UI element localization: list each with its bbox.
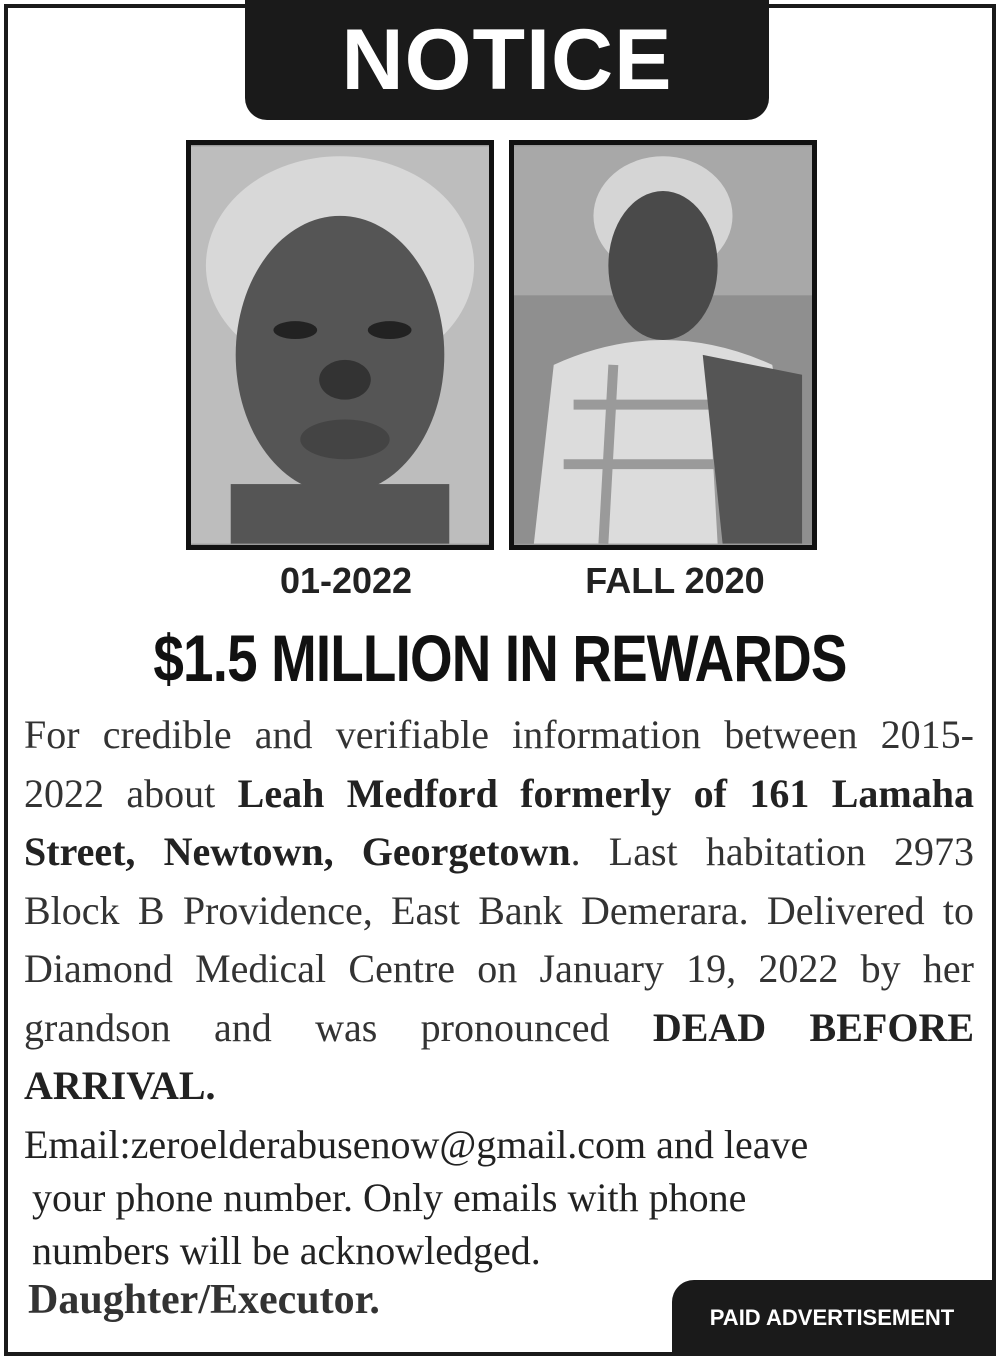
contact-line-2: your phone number. Only emails with phone: [32, 1175, 747, 1220]
photo-caption-01-2022: 01-2022: [279, 560, 413, 601]
photo-01-2022: [186, 140, 494, 550]
notice-title: NOTICE: [341, 11, 673, 108]
portrait-image: [191, 145, 489, 545]
body-middle: . Last habitation 2973 Block B Providence, East Bank Demerara. Delivered to Diamond Medical Centre on January 19, 2022 by her grandson and was pronounced: [24, 829, 974, 1050]
contact-line-3: numbers will be acknowledged.: [32, 1228, 541, 1273]
paid-advertisement-tag: [672, 1280, 992, 1356]
body-status: DEAD BEFORE ARRIVAL.: [24, 1004, 975, 1108]
notice-body: [24, 706, 974, 1116]
signature: Daughter/Executor.: [28, 1277, 380, 1323]
body-name: Leah Medford formerly of 161 Lamaha Street, Newtown, Georgetown: [24, 770, 974, 874]
contact-line-1: Email:zeroelderabusenow@gmail.com and leave: [24, 1122, 809, 1167]
reward-headline: $1.5 MILLION IN REWARDS: [153, 621, 847, 695]
contact-block: [24, 1118, 984, 1277]
photo-caption-fall-2020: FALL 2020: [585, 560, 765, 601]
photo-fall-2020: [509, 140, 817, 550]
body-intro: For credible and verifiable information between 2015-2022 about: [24, 712, 974, 816]
notice-title-banner: [245, 0, 769, 120]
paid-advertisement-label: PAID ADVERTISEMENT: [709, 1305, 955, 1330]
person-image: [514, 145, 812, 545]
